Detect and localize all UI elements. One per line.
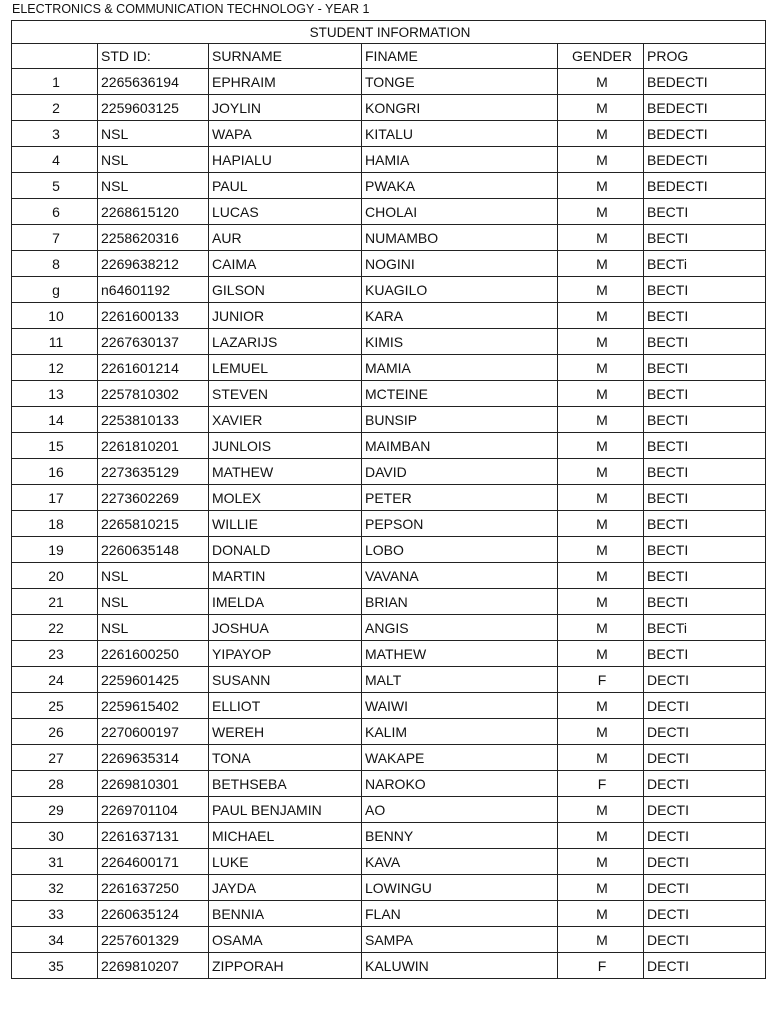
surname-cell: BETHSEBA <box>209 771 362 797</box>
surname-cell: XAVIER <box>209 407 362 433</box>
programme-cell: BECTI <box>644 459 766 485</box>
gender-cell: M <box>558 745 644 771</box>
table-row <box>12 797 766 823</box>
programme-cell: BECTI <box>644 641 766 667</box>
gender-cell: M <box>558 95 644 121</box>
programme-cell: BECTi <box>644 615 766 641</box>
gender-cell: F <box>558 771 644 797</box>
student-id-cell: 2259615402 <box>98 693 209 719</box>
programme-cell: DECTI <box>644 693 766 719</box>
first-name-cell: TONGE <box>362 69 558 95</box>
surname-cell: MOLEX <box>209 485 362 511</box>
gender-cell: M <box>558 355 644 381</box>
table-row <box>12 381 766 407</box>
table-row <box>12 771 766 797</box>
surname-cell: TONA <box>209 745 362 771</box>
row-number-cell: 35 <box>12 953 98 979</box>
surname-cell: JOYLIN <box>209 95 362 121</box>
table-row <box>12 927 766 953</box>
gender-cell: M <box>558 69 644 95</box>
gender-cell: M <box>558 277 644 303</box>
surname-cell: BENNIA <box>209 901 362 927</box>
table-row <box>12 641 766 667</box>
first-name-cell: CHOLAI <box>362 199 558 225</box>
student-id-cell: n64601192 <box>98 277 209 303</box>
programme-cell: BECTI <box>644 589 766 615</box>
first-name-cell: NUMAMBO <box>362 225 558 251</box>
student-id-cell: 2257601329 <box>98 927 209 953</box>
table-row <box>12 173 766 199</box>
student-id-cell: 2273635129 <box>98 459 209 485</box>
gender-cell: M <box>558 589 644 615</box>
first-name-cell: KALIM <box>362 719 558 745</box>
gender-cell: M <box>558 615 644 641</box>
table-row <box>12 693 766 719</box>
gender-cell: M <box>558 199 644 225</box>
first-name-cell: KUAGILO <box>362 277 558 303</box>
first-name-cell: DAVID <box>362 459 558 485</box>
student-id-cell: 2267630137 <box>98 329 209 355</box>
surname-cell: LAZARIJS <box>209 329 362 355</box>
table-row <box>12 719 766 745</box>
student-id-cell: 2257810302 <box>98 381 209 407</box>
programme-cell: BEDECTI <box>644 95 766 121</box>
table-row <box>12 667 766 693</box>
gender-cell: M <box>558 927 644 953</box>
table-row <box>12 459 766 485</box>
gender-cell: M <box>558 225 644 251</box>
programme-cell: BECTI <box>644 537 766 563</box>
surname-cell: WEREH <box>209 719 362 745</box>
first-name-cell: AO <box>362 797 558 823</box>
programme-cell: DECTI <box>644 797 766 823</box>
student-information-table <box>11 20 766 979</box>
student-id-cell: 2261810201 <box>98 433 209 459</box>
gender-cell: M <box>558 511 644 537</box>
row-number-cell: 3 <box>12 121 98 147</box>
row-number-cell: 8 <box>12 251 98 277</box>
programme-cell: DECTI <box>644 771 766 797</box>
header-finame: FINAME <box>362 44 558 69</box>
student-id-cell: 2269810301 <box>98 771 209 797</box>
surname-cell: HAPIALU <box>209 147 362 173</box>
gender-cell: M <box>558 849 644 875</box>
header-gender: GENDER <box>558 44 644 69</box>
table-row <box>12 329 766 355</box>
row-number-cell: 2 <box>12 95 98 121</box>
gender-cell: M <box>558 433 644 459</box>
table-row <box>12 563 766 589</box>
row-number-cell: 16 <box>12 459 98 485</box>
gender-cell: M <box>558 121 644 147</box>
gender-cell: M <box>558 251 644 277</box>
table-row <box>12 69 766 95</box>
row-number-cell: 21 <box>12 589 98 615</box>
row-number-cell: 29 <box>12 797 98 823</box>
gender-cell: M <box>558 173 644 199</box>
student-id-cell: 2261637250 <box>98 875 209 901</box>
surname-cell: LEMUEL <box>209 355 362 381</box>
row-number-cell: 25 <box>12 693 98 719</box>
row-number-cell: 33 <box>12 901 98 927</box>
surname-cell: AUR <box>209 225 362 251</box>
header-prog: PROG <box>644 44 766 69</box>
student-id-cell: 2269635314 <box>98 745 209 771</box>
programme-cell: DECTI <box>644 901 766 927</box>
first-name-cell: MAMIA <box>362 355 558 381</box>
first-name-cell: FLAN <box>362 901 558 927</box>
surname-cell: YIPAYOP <box>209 641 362 667</box>
table-row <box>12 875 766 901</box>
surname-cell: WILLIE <box>209 511 362 537</box>
table-row <box>12 251 766 277</box>
gender-cell: M <box>558 901 644 927</box>
surname-cell: JUNLOIS <box>209 433 362 459</box>
student-id-cell: 2269810207 <box>98 953 209 979</box>
first-name-cell: PWAKA <box>362 173 558 199</box>
programme-cell: BEDECTI <box>644 69 766 95</box>
first-name-cell: KONGRI <box>362 95 558 121</box>
surname-cell: SUSANN <box>209 667 362 693</box>
programme-cell: DECTI <box>644 849 766 875</box>
first-name-cell: PEPSON <box>362 511 558 537</box>
table-row <box>12 225 766 251</box>
first-name-cell: LOBO <box>362 537 558 563</box>
student-id-cell: 2260635148 <box>98 537 209 563</box>
table-row <box>12 511 766 537</box>
programme-cell: DECTI <box>644 745 766 771</box>
row-number-cell: 12 <box>12 355 98 381</box>
row-number-cell: 11 <box>12 329 98 355</box>
programme-cell: BECTI <box>644 277 766 303</box>
first-name-cell: NOGINI <box>362 251 558 277</box>
gender-cell: M <box>558 329 644 355</box>
row-number-cell: 18 <box>12 511 98 537</box>
first-name-cell: MAIMBAN <box>362 433 558 459</box>
table-header-row <box>12 44 766 69</box>
student-id-cell: 2260635124 <box>98 901 209 927</box>
first-name-cell: ANGIS <box>362 615 558 641</box>
student-id-cell: NSL <box>98 173 209 199</box>
row-number-cell: 19 <box>12 537 98 563</box>
first-name-cell: NAROKO <box>362 771 558 797</box>
programme-cell: DECTI <box>644 953 766 979</box>
row-number-cell: 20 <box>12 563 98 589</box>
gender-cell: M <box>558 381 644 407</box>
row-number-cell: 27 <box>12 745 98 771</box>
programme-cell: BEDECTI <box>644 121 766 147</box>
first-name-cell: KITALU <box>362 121 558 147</box>
row-number-cell: 30 <box>12 823 98 849</box>
first-name-cell: MALT <box>362 667 558 693</box>
table-row <box>12 199 766 225</box>
first-name-cell: KARA <box>362 303 558 329</box>
surname-cell: DONALD <box>209 537 362 563</box>
surname-cell: OSAMA <box>209 927 362 953</box>
table-row <box>12 407 766 433</box>
surname-cell: LUKE <box>209 849 362 875</box>
gender-cell: F <box>558 667 644 693</box>
first-name-cell: SAMPA <box>362 927 558 953</box>
student-id-cell: 2259601425 <box>98 667 209 693</box>
programme-cell: BEDECTI <box>644 173 766 199</box>
surname-cell: JUNIOR <box>209 303 362 329</box>
programme-cell: DECTI <box>644 875 766 901</box>
header-surname: SURNAME <box>209 44 362 69</box>
surname-cell: JOSHUA <box>209 615 362 641</box>
surname-cell: LUCAS <box>209 199 362 225</box>
table-row <box>12 95 766 121</box>
header-std-id: STD ID: <box>98 44 209 69</box>
row-number-cell: 22 <box>12 615 98 641</box>
table-row <box>12 849 766 875</box>
surname-cell: EPHRAIM <box>209 69 362 95</box>
surname-cell: STEVEN <box>209 381 362 407</box>
student-id-cell: 2258620316 <box>98 225 209 251</box>
first-name-cell: WAIWI <box>362 693 558 719</box>
surname-cell: GILSON <box>209 277 362 303</box>
student-id-cell: NSL <box>98 147 209 173</box>
gender-cell: M <box>558 719 644 745</box>
first-name-cell: KALUWIN <box>362 953 558 979</box>
programme-cell: BECTI <box>644 303 766 329</box>
table-row <box>12 537 766 563</box>
table-row <box>12 277 766 303</box>
surname-cell: MATHEW <box>209 459 362 485</box>
table-row <box>12 901 766 927</box>
gender-cell: M <box>558 147 644 173</box>
row-number-cell: 28 <box>12 771 98 797</box>
table-body <box>12 69 766 979</box>
table-row <box>12 615 766 641</box>
first-name-cell: KAVA <box>362 849 558 875</box>
first-name-cell: HAMIA <box>362 147 558 173</box>
gender-cell: M <box>558 407 644 433</box>
document-title: ELECTRONICS & COMMUNICATION TECHNOLOGY - YEAR 1 <box>12 2 370 16</box>
row-number-cell: 34 <box>12 927 98 953</box>
table-row <box>12 355 766 381</box>
surname-cell: PAUL BENJAMIN <box>209 797 362 823</box>
gender-cell: M <box>558 485 644 511</box>
student-id-cell: 2261600250 <box>98 641 209 667</box>
gender-cell: M <box>558 797 644 823</box>
programme-cell: BECTI <box>644 485 766 511</box>
programme-cell: BECTI <box>644 225 766 251</box>
gender-cell: M <box>558 537 644 563</box>
student-id-cell: NSL <box>98 121 209 147</box>
gender-cell: M <box>558 875 644 901</box>
programme-cell: DECTI <box>644 927 766 953</box>
row-number-cell: 24 <box>12 667 98 693</box>
first-name-cell: BUNSIP <box>362 407 558 433</box>
table-row <box>12 121 766 147</box>
student-id-cell: 2268615120 <box>98 199 209 225</box>
first-name-cell: KIMIS <box>362 329 558 355</box>
row-number-cell: 23 <box>12 641 98 667</box>
programme-cell: BECTI <box>644 433 766 459</box>
header-number <box>12 44 98 69</box>
row-number-cell: 7 <box>12 225 98 251</box>
programme-cell: BECTI <box>644 563 766 589</box>
row-number-cell: 32 <box>12 875 98 901</box>
programme-cell: BECTI <box>644 381 766 407</box>
gender-cell: M <box>558 459 644 485</box>
row-number-cell: 17 <box>12 485 98 511</box>
row-number-cell: 1 <box>12 69 98 95</box>
gender-cell: M <box>558 823 644 849</box>
student-id-cell: 2265810215 <box>98 511 209 537</box>
gender-cell: F <box>558 953 644 979</box>
gender-cell: M <box>558 641 644 667</box>
first-name-cell: BRIAN <box>362 589 558 615</box>
surname-cell: JAYDA <box>209 875 362 901</box>
programme-cell: BECTI <box>644 407 766 433</box>
programme-cell: DECTI <box>644 823 766 849</box>
gender-cell: M <box>558 693 644 719</box>
student-id-cell: 2253810133 <box>98 407 209 433</box>
table-row <box>12 823 766 849</box>
student-id-cell: 2261601214 <box>98 355 209 381</box>
first-name-cell: VAVANA <box>362 563 558 589</box>
programme-cell: BECTI <box>644 199 766 225</box>
student-id-cell: 2259603125 <box>98 95 209 121</box>
student-id-cell: 2261600133 <box>98 303 209 329</box>
table-row <box>12 589 766 615</box>
surname-cell: MARTIN <box>209 563 362 589</box>
table-row <box>12 745 766 771</box>
surname-cell: ZIPPORAH <box>209 953 362 979</box>
surname-cell: WAPA <box>209 121 362 147</box>
programme-cell: DECTI <box>644 667 766 693</box>
gender-cell: M <box>558 563 644 589</box>
table-row <box>12 147 766 173</box>
programme-cell: BECTI <box>644 355 766 381</box>
first-name-cell: PETER <box>362 485 558 511</box>
row-number-cell: 26 <box>12 719 98 745</box>
row-number-cell: 31 <box>12 849 98 875</box>
table-banner-row <box>12 21 766 44</box>
row-number-cell: 14 <box>12 407 98 433</box>
first-name-cell: MATHEW <box>362 641 558 667</box>
row-number-cell: 5 <box>12 173 98 199</box>
row-number-cell: 15 <box>12 433 98 459</box>
student-id-cell: 2270600197 <box>98 719 209 745</box>
first-name-cell: MCTEINE <box>362 381 558 407</box>
row-number-cell: 4 <box>12 147 98 173</box>
gender-cell: M <box>558 303 644 329</box>
student-id-cell: NSL <box>98 589 209 615</box>
student-id-cell: NSL <box>98 563 209 589</box>
first-name-cell: WAKAPE <box>362 745 558 771</box>
surname-cell: ELLIOT <box>209 693 362 719</box>
student-id-cell: 2261637131 <box>98 823 209 849</box>
student-id-cell: NSL <box>98 615 209 641</box>
first-name-cell: BENNY <box>362 823 558 849</box>
table-row <box>12 953 766 979</box>
student-id-cell: 2269638212 <box>98 251 209 277</box>
table-row <box>12 433 766 459</box>
surname-cell: PAUL <box>209 173 362 199</box>
table-row <box>12 303 766 329</box>
student-id-cell: 2264600171 <box>98 849 209 875</box>
row-number-cell: 6 <box>12 199 98 225</box>
table-banner: STUDENT INFORMATION <box>12 21 766 44</box>
programme-cell: BECTI <box>644 511 766 537</box>
student-id-cell: 2273602269 <box>98 485 209 511</box>
row-number-cell: 13 <box>12 381 98 407</box>
first-name-cell: LOWINGU <box>362 875 558 901</box>
programme-cell: BECTi <box>644 251 766 277</box>
student-id-cell: 2269701104 <box>98 797 209 823</box>
row-number-cell: 10 <box>12 303 98 329</box>
student-id-cell: 2265636194 <box>98 69 209 95</box>
row-number-cell: g <box>12 277 98 303</box>
surname-cell: IMELDA <box>209 589 362 615</box>
programme-cell: DECTI <box>644 719 766 745</box>
programme-cell: BEDECTI <box>644 147 766 173</box>
surname-cell: MICHAEL <box>209 823 362 849</box>
programme-cell: BECTI <box>644 329 766 355</box>
surname-cell: CAIMA <box>209 251 362 277</box>
table-row <box>12 485 766 511</box>
